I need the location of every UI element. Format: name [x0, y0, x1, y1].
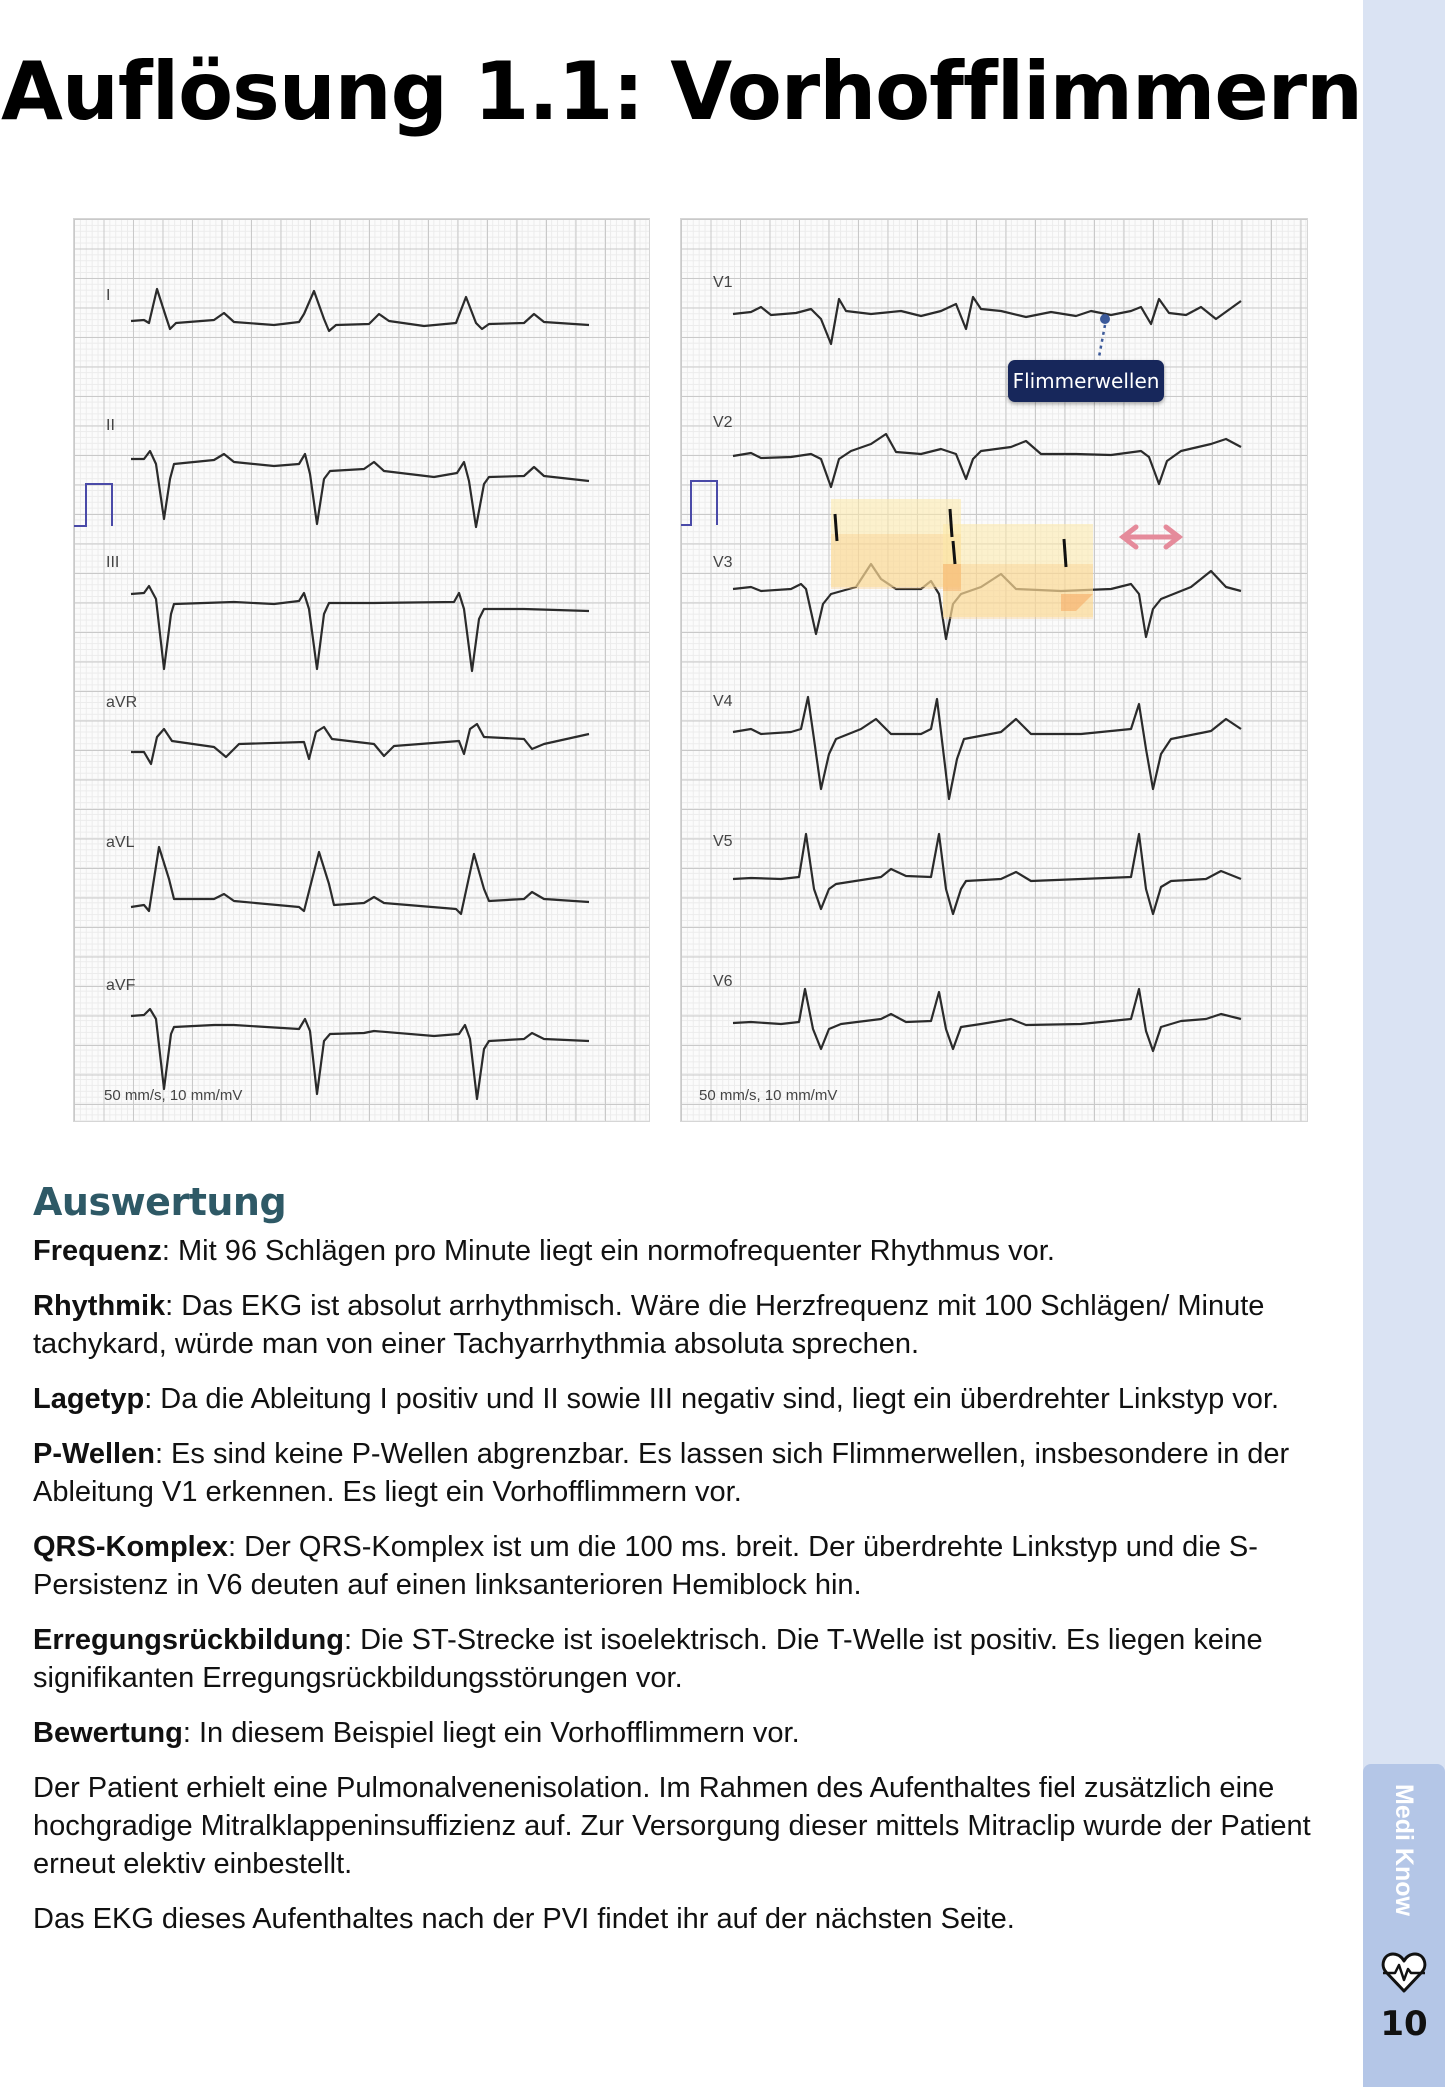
evaluation-item-p-wellen: [33, 1435, 1363, 1511]
ecg-limb-leads-panel: [73, 218, 650, 1122]
ecg-chest-leads-panel: [680, 218, 1308, 1122]
lead-label: I: [106, 287, 111, 304]
ecg-scale-note: 50 mm/s, 10 mm/mV: [104, 1087, 243, 1104]
patient-note: Der Patient erhielt eine Pulmonalvenenisolation. Im Rahmen des Aufenthaltes fiel zusätzlich eine hochgradige Mitralklappeninsuffizienz auf. Zur Versorgung dieser mittels Mitraclip wurde der Patient erneut elektiv einbestellt.: [33, 1772, 1311, 1880]
evaluation-content: [33, 1232, 1363, 1955]
lead-label: II: [106, 417, 115, 434]
evaluation-item-bewertung: [33, 1714, 1363, 1752]
item-text: : Es sind keine P-Wellen abgrenzbar. Es lassen sich Flimmerwellen, insbesondere in der Ableitung V1 erkennen. Es liegt ein Vorhofflimmern vor.: [33, 1438, 1290, 1508]
section-heading: Auswertung: [33, 1180, 287, 1224]
item-text: : Mit 96 Schlägen pro Minute liegt ein normofrequenter Rhythmus vor.: [161, 1235, 1055, 1267]
flimmerwellen-callout: Flimmerwellen: [1008, 360, 1164, 402]
evaluation-item-lagetyp: [33, 1380, 1363, 1418]
item-label: Frequenz: [33, 1235, 162, 1267]
item-label: Bewertung: [33, 1717, 183, 1749]
brand-name: Medi Know: [1390, 1784, 1418, 1916]
evaluation-item-erregungsrueckbildung: [33, 1621, 1363, 1697]
interval-arrow-icon: [1123, 527, 1179, 547]
item-label: Erregungsrückbildung: [33, 1624, 344, 1656]
lead-label: V4: [713, 693, 733, 710]
calibration-pulse: [74, 484, 112, 526]
item-text: : Die ST-Strecke ist isoelektrisch. Die T-Welle ist positiv. Es liegen keine signifikanten Erregungsrückbildungsstörungen vor.: [33, 1624, 1263, 1694]
lead-label: III: [106, 554, 120, 571]
lead-label: V1: [713, 274, 733, 291]
evaluation-item-frequenz: [33, 1232, 1363, 1270]
lead-label: V3: [713, 554, 733, 571]
item-label: P-Wellen: [33, 1438, 155, 1470]
item-text: : Da die Ableitung I positiv und II sowie III negativ sind, liegt ein überdrehter Linkstyp vor.: [144, 1383, 1280, 1415]
lead-label: aVF: [106, 977, 136, 994]
callout-dot-icon: [1100, 314, 1110, 324]
lead-label: V2: [713, 414, 733, 431]
lead-label: aVR: [106, 694, 138, 711]
lead-label: V6: [713, 973, 733, 990]
evaluation-item-rhythmik: [33, 1287, 1363, 1363]
item-label: Lagetyp: [33, 1383, 145, 1415]
heart-ecg-icon: [1381, 1951, 1427, 1995]
lead-label: V5: [713, 833, 733, 850]
calibration-pulse: [681, 481, 717, 525]
item-label: QRS-Komplex: [33, 1531, 228, 1563]
lead-label: aVL: [106, 834, 135, 851]
page-title: Auflösung 1.1: Vorhofflimmern: [1, 45, 1362, 138]
item-text: : In diesem Beispiel liegt ein Vorhofflimmern vor.: [182, 1717, 800, 1749]
item-text: : Das EKG ist absolut arrhythmisch. Wäre die Herzfrequenz mit 100 Schlägen/ Minute tachykard, würde man von einer Tachyarrhythmia absoluta sprechen.: [33, 1290, 1265, 1360]
item-label: Rhythmik: [33, 1290, 166, 1322]
ecg-scale-note: 50 mm/s, 10 mm/mV: [699, 1087, 838, 1104]
ecg-chest-leads-traces: [681, 219, 1307, 1121]
item-text: : Der QRS-Komplex ist um die 100 ms. breit. Der überdrehte Linkstyp und die S-Persistenz in V6 deuten auf einen linksanterioren Hemiblock hin.: [33, 1531, 1258, 1601]
page-number: 10: [1380, 2004, 1428, 2044]
ecg-limb-leads-traces: [74, 219, 649, 1121]
next-page-note: Das EKG dieses Aufenthaltes nach der PVI findet ihr auf der nächsten Seite.: [33, 1903, 1015, 1935]
evaluation-item-qrs-komplex: [33, 1528, 1363, 1604]
